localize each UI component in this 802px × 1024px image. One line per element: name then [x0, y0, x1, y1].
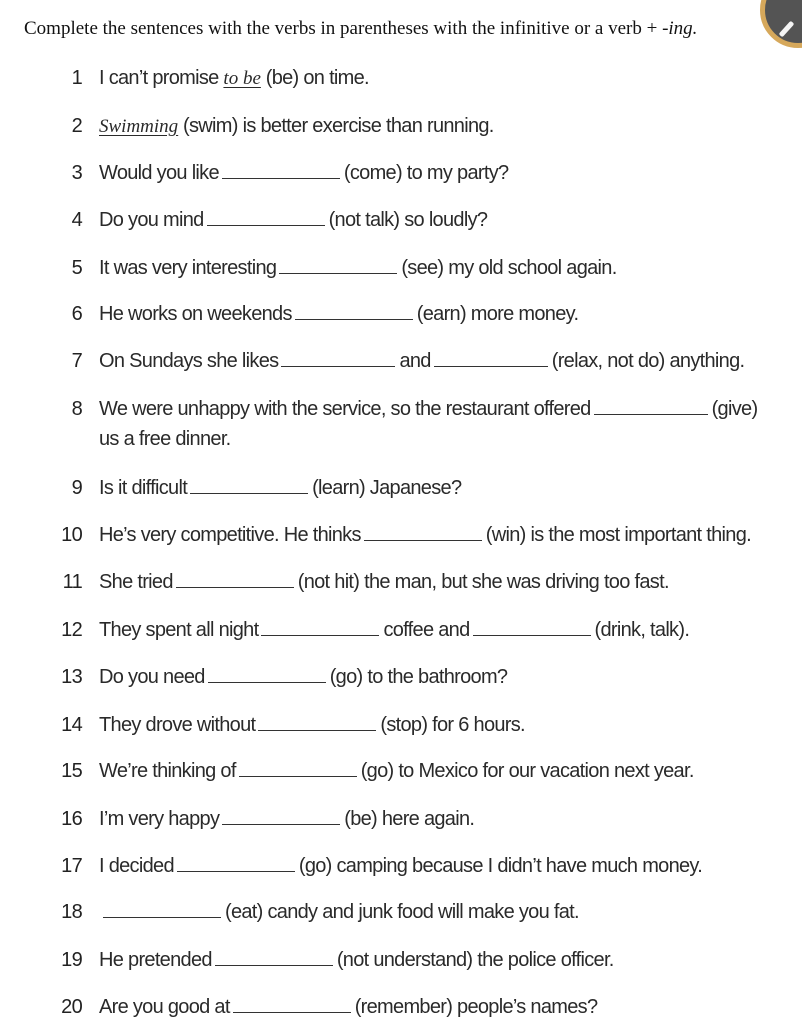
item-sentence	[99, 111, 494, 142]
sentence-end: (stop) for 6 hours.	[380, 714, 525, 736]
item-sentence	[99, 662, 507, 692]
item-number: 11	[62, 571, 82, 593]
answer-blank[interactable]	[364, 524, 482, 541]
item-number: 12	[61, 619, 82, 641]
item-number: 20	[61, 996, 82, 1018]
item-number: 15	[61, 760, 82, 782]
item-number: 1	[71, 67, 82, 89]
answer-blank[interactable]	[176, 571, 294, 588]
item-sentence	[99, 615, 689, 645]
answer-blank[interactable]	[261, 619, 379, 636]
answer-blank[interactable]	[279, 257, 397, 274]
answer-blank[interactable]	[233, 996, 351, 1013]
sentence-start: Would you like	[99, 162, 219, 184]
item-sentence	[99, 520, 751, 550]
sentence-start: I’m very happy	[99, 808, 220, 830]
example-answer: Swimming	[99, 116, 179, 137]
item-number: 2	[71, 115, 82, 137]
sentence-end: (come) to my party?	[343, 162, 509, 184]
instruction-suffix: -ing.	[662, 18, 698, 39]
answer-blank[interactable]	[207, 209, 325, 226]
sentence-start: He works on weekends	[99, 303, 292, 325]
sentence-start: I decided	[99, 855, 174, 877]
item-sentence	[99, 205, 487, 235]
item-sentence	[99, 299, 578, 329]
item-sentence	[99, 756, 694, 786]
answer-blank[interactable]	[222, 808, 340, 825]
sentence-start: She tried	[99, 571, 173, 593]
answer-blank[interactable]	[434, 350, 548, 367]
item-sentence	[99, 992, 597, 1022]
sentence-start: It was very interesting	[99, 257, 277, 279]
sentence-end: (see) my old school again.	[401, 257, 617, 279]
sentence-start: We’re thinking of	[99, 760, 236, 782]
answer-blank[interactable]	[295, 303, 413, 320]
item-number: 13	[61, 666, 82, 688]
item-sentence	[99, 63, 369, 94]
item-sentence	[99, 394, 757, 424]
sentence-end: (earn) more money.	[416, 303, 579, 325]
sentence-start: He pretended	[99, 949, 212, 971]
sentence-start: We were unhappy with the service, so the restaurant offered	[99, 398, 591, 420]
sentence-end: (go) camping because I didn’t have much money.	[298, 855, 703, 877]
sentence-end: (learn) Japanese?	[312, 477, 462, 499]
item-number: 8	[71, 398, 82, 420]
sentence-end: (remember) people’s names?	[354, 996, 598, 1018]
sentence-end: (relax, not do) anything.	[551, 350, 745, 372]
item-sentence	[99, 897, 579, 927]
item-sentence	[99, 851, 702, 881]
answer-blank[interactable]	[215, 949, 333, 966]
sentence-end: (give)	[711, 398, 758, 420]
sentence-start: I can’t promise	[99, 67, 219, 89]
item-number: 18	[61, 901, 82, 923]
item-sentence	[99, 567, 669, 597]
item-number: 16	[61, 808, 82, 830]
item-number: 3	[71, 162, 82, 184]
item-sentence	[99, 945, 614, 975]
item-number: 17	[61, 855, 82, 877]
answer-blank[interactable]	[208, 666, 326, 683]
item-number: 9	[71, 477, 82, 499]
sentence-start: Do you mind	[99, 209, 204, 231]
item-sentence	[99, 710, 525, 740]
item-number: 14	[61, 714, 82, 736]
sentence-end: (not understand) the police officer.	[336, 949, 614, 971]
instruction-text: Complete the sentences with the verbs in parentheses with the infinitive or a verb +	[24, 18, 663, 39]
item-number: 5	[71, 257, 82, 279]
item-number: 4	[71, 209, 82, 231]
answer-blank[interactable]	[258, 714, 376, 731]
sentence-middle: coffee and	[383, 619, 470, 641]
sentence-start: Are you good at	[99, 996, 230, 1018]
sentence-start: They spent all night	[99, 619, 259, 641]
sentence-end: (swim) is better exercise than running.	[183, 115, 494, 137]
item-number: 7	[71, 350, 82, 372]
item-number: 10	[61, 524, 82, 546]
answer-blank[interactable]	[594, 398, 708, 415]
sentence-end: (win) is the most important thing.	[485, 524, 751, 546]
answer-blank[interactable]	[177, 855, 295, 872]
item-sentence	[99, 473, 461, 503]
item-sentence	[99, 346, 744, 376]
sentence-end: (not talk) so loudly?	[328, 209, 488, 231]
sentence-continuation: us a free dinner.	[99, 428, 231, 450]
sentence-end: (eat) candy and junk food will make you fat.	[225, 901, 579, 923]
sentence-end: (be) on time.	[265, 67, 369, 89]
sentence-start: On Sundays she likes	[99, 350, 279, 372]
answer-blank[interactable]	[222, 162, 340, 179]
sentence-start: He’s very competitive. He thinks	[99, 524, 361, 546]
sentence-end: (go) to Mexico for our vacation next year.	[360, 760, 694, 782]
answer-blank[interactable]	[103, 901, 221, 918]
sentence-end: (not hit) the man, but she was driving too fast.	[297, 571, 669, 593]
answer-blank[interactable]	[281, 350, 395, 367]
sentence-start: They drove without	[99, 714, 256, 736]
sentence-end: (be) here again.	[344, 808, 475, 830]
answer-blank[interactable]	[239, 760, 357, 777]
item-number: 6	[71, 303, 82, 325]
sentence-start: Do you need	[99, 666, 205, 688]
item-sentence	[99, 253, 617, 283]
item-sentence	[99, 804, 474, 834]
sentence-start: Is it difficult	[99, 477, 188, 499]
answer-blank[interactable]	[190, 477, 308, 494]
example-answer: to be	[223, 68, 261, 89]
answer-blank[interactable]	[473, 619, 591, 636]
item-number: 19	[61, 949, 82, 971]
sentence-middle: and	[399, 350, 431, 372]
sentence-end: (drink, talk).	[594, 619, 690, 641]
item-sentence	[99, 158, 508, 188]
sentence-end: (go) to the bathroom?	[329, 666, 508, 688]
